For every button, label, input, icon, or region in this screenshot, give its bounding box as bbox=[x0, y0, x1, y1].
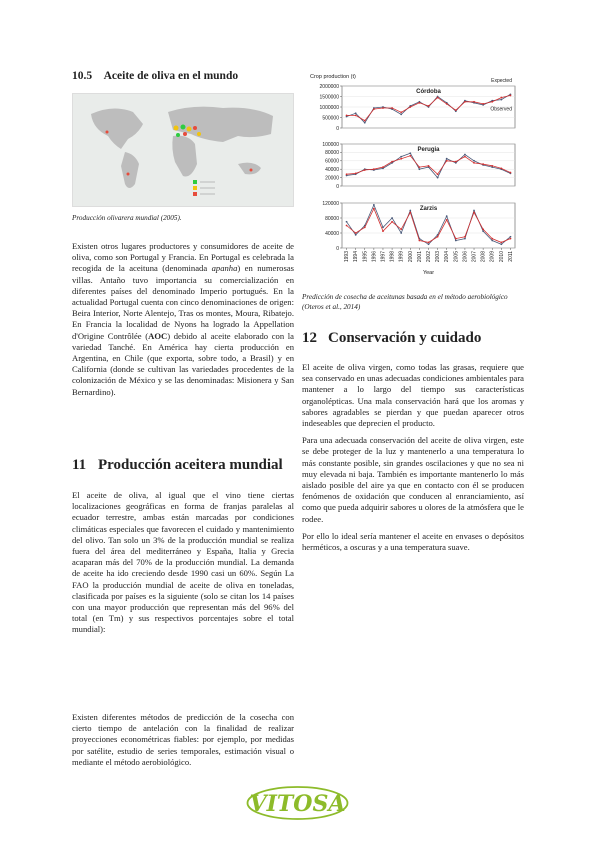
data-point-expected bbox=[364, 169, 366, 171]
section-number: 12 bbox=[302, 330, 317, 346]
x-tick-label: 2009 bbox=[489, 251, 496, 263]
data-point-observed bbox=[373, 204, 375, 206]
data-point-expected bbox=[346, 225, 348, 227]
section-title: Conservación y cuidado bbox=[328, 330, 482, 346]
data-point-observed bbox=[364, 122, 366, 124]
data-point-expected bbox=[500, 167, 502, 169]
y-tick-label: 120000 bbox=[322, 200, 339, 207]
data-point-expected bbox=[418, 166, 420, 168]
data-point-expected bbox=[373, 208, 375, 210]
series-line-expected bbox=[347, 95, 511, 120]
data-point-expected bbox=[482, 163, 484, 165]
section-12-body bbox=[302, 362, 524, 559]
data-point-observed bbox=[464, 238, 466, 240]
panel-title-zarzis: Zarzis bbox=[419, 206, 438, 212]
chart-caption: Predicción de cosecha de aceitunas basada en el método aerobiológico (Oteros et al., 2014) bbox=[302, 293, 508, 311]
data-point-observed bbox=[473, 160, 475, 162]
section-11-heading bbox=[72, 457, 283, 474]
data-point-expected bbox=[428, 105, 430, 107]
x-tick-label: 2007 bbox=[471, 251, 478, 263]
data-point-expected bbox=[346, 115, 348, 117]
data-point-observed bbox=[491, 240, 493, 242]
data-point-expected bbox=[491, 165, 493, 167]
data-point-observed bbox=[446, 215, 448, 217]
data-point-expected bbox=[418, 102, 420, 104]
data-point-expected bbox=[437, 236, 439, 238]
x-tick-label: 2005 bbox=[453, 251, 460, 263]
data-point-expected bbox=[446, 219, 448, 221]
data-point-expected bbox=[355, 173, 357, 175]
data-point-observed bbox=[510, 236, 512, 238]
data-point-expected bbox=[364, 226, 366, 228]
data-point-expected bbox=[437, 173, 439, 175]
data-point-observed bbox=[473, 210, 475, 212]
data-point-expected bbox=[464, 156, 466, 158]
data-point-expected bbox=[464, 236, 466, 238]
para-bold: AOC bbox=[148, 330, 168, 341]
y-tick-label: 500000 bbox=[322, 115, 339, 122]
x-tick-label: 1994 bbox=[353, 251, 360, 263]
y-axis-label: Crop production (t) bbox=[310, 74, 356, 80]
y-tick-label: 20000 bbox=[325, 175, 339, 182]
paragraph-prediction: Existen diferentes métodos de predicción de la cosecha con cierto tiempo de antelación con la finalidad de realizar proyecciones econométricas fiables: por ejemplo, por medidas por satélite, estudio de series temporales, estimación visual o mediante el método aerobiológico. bbox=[72, 712, 294, 767]
data-point-expected bbox=[510, 238, 512, 240]
x-tick-label: 1995 bbox=[362, 251, 369, 263]
paragraph-conservation-3: Por ello lo ideal sería mantener el aceite en envases o depósitos herméticos, a oscuras y a una temperatura suave. bbox=[302, 530, 524, 553]
map-caption: Producción olivarera mundial (2005). bbox=[72, 214, 182, 222]
data-point-observed bbox=[446, 158, 448, 160]
panel-title-córdoba: Córdoba bbox=[416, 89, 441, 95]
vitosa-logo bbox=[245, 784, 350, 822]
x-tick-label: 1999 bbox=[398, 251, 405, 263]
para-text: Existen otros lugares productores y consumidores de aceite de oliva, como son Portugal y Francia. En Portugal es celebrada la recogida de la aceituna (denominada bbox=[72, 241, 294, 274]
section-number: 10.5 bbox=[72, 70, 93, 82]
data-point-expected bbox=[409, 155, 411, 157]
paragraph-other-producers bbox=[72, 241, 294, 398]
data-point-expected bbox=[355, 115, 357, 117]
x-tick-label: 2002 bbox=[426, 251, 432, 263]
data-point-expected bbox=[446, 103, 448, 105]
y-tick-label: 80000 bbox=[325, 215, 339, 222]
data-point-expected bbox=[500, 241, 502, 243]
data-point-expected bbox=[364, 120, 366, 122]
data-point-expected bbox=[446, 160, 448, 162]
data-point-expected bbox=[491, 101, 493, 103]
data-point-expected bbox=[400, 228, 402, 230]
data-point-expected bbox=[473, 162, 475, 164]
data-point-expected bbox=[455, 109, 457, 111]
paragraph-conservation-1: El aceite de oliva virgen, como todas las grasas, requiere que sea conservado en unas adecuadas condiciones ambientales para mantener a lo largo del tiempo sus características organolépticas. Una mala conservación hará que los aromas y sabores agradables se pierdan y que puedan aparecer otros indeseables que deprecien el producto. bbox=[302, 362, 524, 429]
data-point-expected bbox=[473, 101, 475, 103]
data-point-observed bbox=[500, 99, 502, 101]
data-point-expected bbox=[391, 107, 393, 109]
data-point-observed bbox=[500, 243, 502, 245]
x-tick-label: 2008 bbox=[480, 251, 487, 263]
y-tick-label: 1000000 bbox=[319, 104, 339, 111]
data-point-expected bbox=[409, 106, 411, 108]
x-tick-label: 1998 bbox=[389, 251, 396, 263]
y-tick-label: 0 bbox=[336, 183, 339, 190]
data-point-expected bbox=[455, 161, 457, 163]
x-tick-label: 1993 bbox=[344, 251, 351, 263]
data-point-observed bbox=[418, 168, 420, 170]
para-text: ) en numerosas villas. Antaño tuvo importancia su comercialización en diferentes países del denominado Imperio portugués. En la actualidad Portugal cuenta con cinco denominaciones de origen: Beira Interior, Norte Alentejo, Tras os montes, Moura, Ribatejo. En Francia la localidad de Nyons ha logrado la Appellation d'Origine Contrôlée ( bbox=[72, 263, 294, 341]
y-tick-label: 100000 bbox=[322, 141, 339, 148]
x-tick-label: 2004 bbox=[444, 251, 451, 263]
data-point-observed bbox=[409, 152, 411, 154]
data-point-expected bbox=[437, 97, 439, 99]
data-point-expected bbox=[355, 232, 357, 234]
data-point-expected bbox=[382, 107, 384, 109]
para-italic: apanha bbox=[211, 263, 238, 274]
x-tick-label: 2006 bbox=[462, 251, 469, 263]
data-point-expected bbox=[464, 101, 466, 103]
data-point-expected bbox=[400, 158, 402, 160]
data-point-observed bbox=[400, 113, 402, 115]
series-line-observed bbox=[347, 94, 511, 122]
x-axis-label: Year bbox=[422, 270, 435, 276]
data-point-observed bbox=[346, 221, 348, 223]
x-tick-label: 1996 bbox=[371, 251, 378, 263]
data-point-expected bbox=[455, 238, 457, 240]
y-tick-label: 40000 bbox=[325, 167, 339, 173]
data-point-expected bbox=[391, 221, 393, 223]
para-text: ) debido al aceite elaborado con la variedad Tanché. En América hay cierta producción en Argentina, en Chile (que exporta, sobre todo, a Brasil) y en California (donde se cultivan las variedades procedentes de la colonización de México y se las denominadas: Misionera y San Bernardino). bbox=[72, 330, 294, 397]
y-tick-label: 60000 bbox=[325, 158, 339, 165]
section-10-5-heading bbox=[72, 70, 238, 82]
world-map-figure bbox=[73, 94, 293, 206]
y-tick-label: 80000 bbox=[325, 150, 339, 157]
data-point-expected bbox=[500, 97, 502, 99]
data-point-expected bbox=[482, 103, 484, 105]
data-point-observed bbox=[400, 232, 402, 234]
data-point-observed bbox=[428, 243, 430, 245]
data-point-expected bbox=[409, 211, 411, 213]
data-point-observed bbox=[409, 210, 411, 212]
data-point-observed bbox=[455, 240, 457, 242]
x-tick-label: 2001 bbox=[416, 251, 423, 263]
legend-expected: Expected bbox=[491, 78, 512, 84]
data-point-observed bbox=[355, 112, 357, 114]
data-point-expected bbox=[382, 230, 384, 232]
data-point-expected bbox=[473, 211, 475, 213]
y-tick-label: 1500000 bbox=[319, 94, 339, 101]
legend-observed: Observed bbox=[490, 106, 512, 113]
data-point-observed bbox=[400, 156, 402, 158]
data-point-observed bbox=[382, 226, 384, 228]
logo-wordmark: VITOSA bbox=[249, 791, 346, 817]
x-tick-label: 2000 bbox=[407, 251, 414, 263]
paragraph-production: El aceite de oliva, al igual que el vino tiene ciertas localizaciones geográficas en forma de franjas paralelas al ecuador terrestre, ambas están marcadas por condiciones climáticas especiales que favorecen el cuidado y mantenimiento del olivo. Tan solo un 3% de la producción mundial se realiza fuera del área del mediterráneo y España, Italia y Grecia acaparan más del 70% de la producción mundial. La demanda de aceite ha ido creciendo desde 1990 casi un 60%. Según La FAO la producción mundial de aceite de oliva en toneladas, clasificada por países es la siguiente (solo se citan los 14 países con una mayor producción que representan más del 96% del total (en Tm) y sus respectivos porcentajes sobre el total mundial): bbox=[72, 490, 294, 635]
panel-title-perugia: Perugia bbox=[417, 147, 440, 153]
crop-production-chart bbox=[300, 68, 525, 283]
y-tick-label: 2000000 bbox=[319, 83, 339, 90]
x-tick-label: 2011 bbox=[507, 251, 514, 262]
data-point-expected bbox=[510, 172, 512, 174]
data-point-expected bbox=[418, 240, 420, 242]
section-title: Aceite de oliva en el mundo bbox=[103, 70, 239, 82]
data-point-observed bbox=[391, 217, 393, 219]
data-point-expected bbox=[491, 238, 493, 240]
data-point-observed bbox=[464, 154, 466, 156]
crop-production-svg bbox=[300, 68, 525, 283]
section-title: Producción aceitera mundial bbox=[98, 457, 283, 473]
marker-spain bbox=[174, 126, 179, 131]
x-tick-label: 2010 bbox=[498, 251, 505, 263]
y-tick-label: 40000 bbox=[325, 230, 339, 237]
data-point-expected bbox=[373, 108, 375, 110]
y-tick-label: 0 bbox=[336, 125, 339, 132]
data-point-expected bbox=[482, 228, 484, 230]
data-point-expected bbox=[400, 111, 402, 113]
series-line-expected bbox=[347, 209, 511, 243]
data-point-observed bbox=[437, 177, 439, 179]
x-tick-label: 1997 bbox=[380, 251, 387, 263]
world-olive-map bbox=[72, 93, 294, 207]
section-12-heading bbox=[302, 330, 481, 347]
data-point-expected bbox=[510, 95, 512, 97]
data-point-observed bbox=[355, 234, 357, 236]
data-point-expected bbox=[382, 166, 384, 168]
paragraph-conservation-2: Para una adecuada conservación del aceite de oliva virgen, este se debe proteger de la luz y mantenerlo a una temperatura lo más constante posible, sin grandes oscilaciones y que no sea ni muy elevada ni baja. También es importante mantenerlo lo más aislado posible del aire ya que en contacto con él se producen fenómenos de oxidación que conducen al enranciamiento, así como que pueda adquirir sabores u olores de la atmósfera que le rodee. bbox=[302, 435, 524, 524]
data-point-expected bbox=[428, 241, 430, 243]
y-tick-label: 0 bbox=[336, 245, 339, 252]
x-tick-label: 2003 bbox=[435, 251, 442, 263]
data-point-expected bbox=[373, 168, 375, 170]
data-point-expected bbox=[346, 173, 348, 175]
data-point-expected bbox=[428, 165, 430, 167]
data-point-expected bbox=[391, 161, 393, 163]
section-number: 11 bbox=[72, 457, 87, 473]
vitosa-logo-svg bbox=[245, 784, 350, 822]
